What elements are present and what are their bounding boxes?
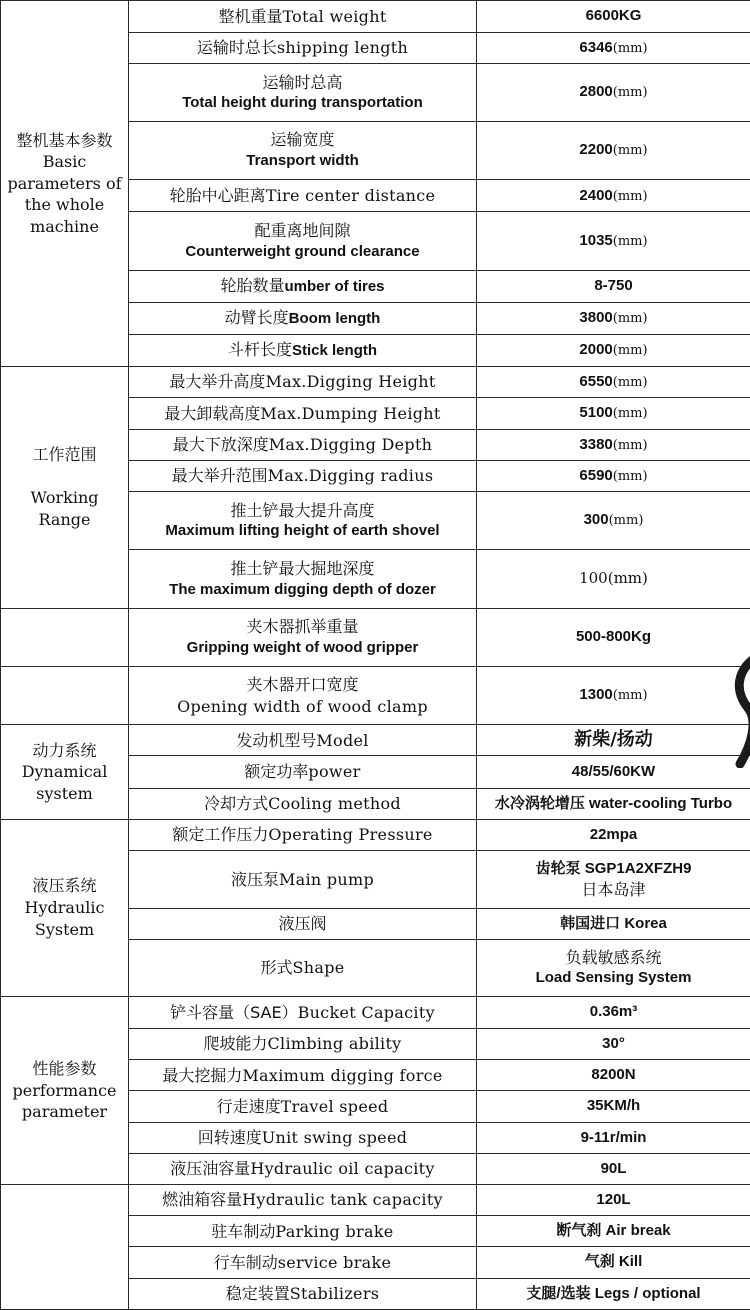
table-row: [1, 1185, 750, 1216]
row-value: [477, 819, 750, 850]
label-cn: 最大挖掘力: [162, 1065, 243, 1085]
value: 48/55/60KW: [571, 762, 656, 780]
row-value: [477, 1091, 750, 1122]
row-label: [129, 756, 477, 788]
row-label: [129, 1, 477, 33]
section-performance-text: 性能参数 performance parameter: [12, 1059, 117, 1122]
row-label: [129, 939, 477, 996]
row-value: [477, 996, 750, 1028]
section-power-text: 动力系统 Dynamical system: [21, 740, 108, 803]
table-row: [1, 666, 750, 724]
table-row: [1, 819, 750, 850]
value: 22mpa: [589, 825, 638, 843]
label-cn: 配重离地间隙: [254, 221, 351, 240]
label-en: Model: [316, 730, 369, 750]
row-value: [477, 666, 750, 724]
value: 90L: [600, 1159, 627, 1177]
label-cn: 动臂长度: [224, 308, 289, 328]
label-cn: 行车制动: [213, 1252, 278, 1272]
label-en: service brake: [277, 1252, 392, 1272]
value: 支腿/选装 Legs / optional: [526, 1284, 701, 1302]
label-cn: 最大卸载高度: [164, 403, 261, 423]
unit: (mm): [612, 233, 648, 249]
unit: (mm): [612, 143, 648, 159]
label-en: Boom length: [288, 310, 381, 328]
row-label: [129, 550, 477, 608]
label-en: Maximum lifting height of earth shovel: [165, 522, 440, 540]
row-value: [477, 302, 750, 334]
row-value: [477, 1216, 750, 1247]
table-row: [1, 367, 750, 398]
unit: (mm): [612, 311, 648, 327]
unit: (mm): [612, 41, 648, 57]
row-value: [477, 550, 750, 608]
row-value: [477, 851, 750, 909]
row-value: [477, 212, 750, 270]
value: 3800: [579, 309, 613, 327]
unit: (mm): [612, 375, 648, 391]
label-en: power: [308, 762, 361, 782]
label-cn: 运输宽度: [270, 130, 335, 150]
row-value: [477, 756, 750, 788]
value-line-2: 日本岛津: [581, 880, 646, 900]
row-label: [129, 1029, 477, 1060]
label-cn: 整机重量: [218, 6, 283, 26]
label-cn: 形式: [260, 957, 293, 977]
label-cn: 液压阀: [278, 914, 327, 934]
row-label: [129, 608, 477, 666]
row-label: [129, 33, 477, 64]
row-label: [129, 334, 477, 366]
label-cn: 发动机型号: [236, 730, 317, 750]
row-label: [129, 429, 477, 460]
label-en: Gripping weight of wood gripper: [186, 638, 419, 656]
row-value: [477, 1247, 750, 1278]
row-value: [477, 429, 750, 460]
section-performance-label: [1, 996, 129, 1184]
section-working-text: 工作范围 Working Range: [30, 445, 99, 529]
value: 8-750: [594, 277, 633, 295]
value: 负载敏感系统: [565, 947, 662, 967]
row-label: [129, 788, 477, 819]
row-value: [477, 491, 750, 549]
label-en: Operating Pressure: [268, 825, 433, 845]
section-basic-text: 整机基本参数 Basic parameters of the whole machine: [7, 130, 122, 236]
label-en: Hydraulic tank capacity: [242, 1190, 443, 1210]
value: 气刹 Kill: [584, 1253, 643, 1271]
label-cn: 稳定装置: [225, 1283, 290, 1303]
row-label: [129, 1153, 477, 1184]
value: 水冷涡轮增压 water-cooling Turbo: [494, 794, 733, 812]
value: 2200: [579, 141, 613, 159]
value: 断气刹 Air break: [556, 1222, 671, 1240]
value: 100(mm): [579, 569, 648, 588]
label-en: Total weight: [282, 6, 387, 26]
row-value: [477, 270, 750, 302]
row-value: [477, 608, 750, 666]
table-row: [1, 1, 750, 33]
label-en: Tire center distance: [265, 185, 436, 205]
row-label: [129, 851, 477, 909]
row-value: [477, 1153, 750, 1184]
row-label: [129, 666, 477, 724]
label-cn: 最大举升高度: [169, 372, 266, 392]
unit: (mm): [612, 85, 648, 101]
value: 1300: [579, 686, 613, 704]
label-cn: 运输时总长: [196, 38, 277, 58]
section-hydraulic-text: 液压系统 Hydraulic System: [24, 876, 105, 939]
label-en: Counterweight ground clearance: [185, 242, 420, 260]
row-value: [477, 725, 750, 756]
label-en: Max.Digging Depth: [268, 434, 433, 454]
value: 300: [583, 511, 609, 529]
value: 120L: [596, 1190, 631, 1208]
value: 2800: [579, 83, 613, 101]
value-line-2: Load Sensing System: [535, 969, 692, 987]
label-cn: 最大下放深度: [172, 434, 269, 454]
label-cn: 轮胎中心距离: [169, 185, 266, 205]
unit: (mm): [608, 513, 644, 529]
label-cn: 驻车制动: [211, 1221, 276, 1241]
row-label: [129, 1060, 477, 1091]
label-en: Maximum digging force: [242, 1065, 443, 1085]
section-working-label: [1, 367, 129, 608]
label-en: Max.Dumping Height: [260, 403, 441, 423]
label-cn: 轮胎数量: [220, 276, 285, 296]
empty-category-cell: [1, 666, 129, 724]
row-value: [477, 398, 750, 429]
row-value: [477, 1, 750, 33]
row-label: [129, 1122, 477, 1153]
label-cn: 推土铲最大提升高度: [230, 500, 375, 520]
label-en: Bucket Capacity: [297, 1002, 435, 1022]
value: 35KM/h: [586, 1097, 641, 1115]
table-row: [1, 725, 750, 756]
empty-category-cell: [1, 608, 129, 666]
label-cn: 回转速度: [197, 1127, 262, 1147]
empty-category-cell: [1, 1185, 129, 1310]
value: 3380: [579, 435, 613, 453]
row-label: [129, 180, 477, 212]
row-label: [129, 1216, 477, 1247]
row-label: [129, 270, 477, 302]
label-cn: 铲斗容量（SAE）: [170, 1002, 298, 1022]
value: 9-11r/min: [580, 1128, 647, 1146]
row-value: [477, 64, 750, 121]
value: 30°: [602, 1035, 625, 1053]
row-value: [477, 909, 750, 939]
label-en: Max.Digging Height: [265, 372, 436, 392]
label-cn: 燃油箱容量: [162, 1190, 243, 1210]
value: 齿轮泵 SGP1A2XFZH9: [535, 859, 692, 877]
label-cn: 斗杆长度: [227, 340, 292, 360]
label-en: Total height during transportation: [182, 94, 423, 112]
label-en: Climbing ability: [267, 1034, 402, 1054]
label-en: Transport width: [246, 152, 359, 170]
label-en: Unit swing speed: [261, 1127, 408, 1147]
row-value: [477, 121, 750, 179]
value: 6550: [579, 373, 613, 391]
label-cn: 液压泵: [230, 869, 279, 889]
label-cn: 推土铲最大掘地深度: [230, 559, 375, 578]
unit: (mm): [612, 437, 648, 453]
unit: (mm): [612, 188, 648, 204]
row-label: [129, 996, 477, 1028]
table-row: [1, 608, 750, 666]
row-label: [129, 1091, 477, 1122]
label-en: shipping length: [276, 38, 409, 58]
label-en: umber of tires: [284, 278, 385, 296]
row-label: [129, 212, 477, 270]
value: 6600KG: [585, 7, 642, 25]
row-label: [129, 491, 477, 549]
label-en: Stabilizers: [289, 1283, 380, 1303]
value: 5100: [579, 404, 613, 422]
row-value: [477, 1185, 750, 1216]
row-label: [129, 460, 477, 491]
row-label: [129, 725, 477, 756]
value: 1035: [579, 231, 613, 249]
row-label: [129, 1278, 477, 1309]
value: 8200N: [591, 1066, 636, 1084]
label-cn: 额定功率: [244, 762, 309, 782]
section-basic-label: [1, 1, 129, 367]
value: 500-800Kg: [575, 628, 652, 646]
value: 6590: [579, 466, 613, 484]
label-en: Stick length: [292, 342, 378, 360]
row-value: [477, 367, 750, 398]
value: 2400: [579, 186, 613, 204]
table-row: [1, 996, 750, 1028]
label-cn: 夹木器开口宽度: [246, 675, 359, 695]
value: 6346: [579, 39, 613, 57]
label-en: Opening width of wood clamp: [177, 696, 428, 716]
value: 新柴/扬动: [574, 729, 653, 751]
row-value: [477, 1278, 750, 1309]
row-label: [129, 367, 477, 398]
label-cn: 运输时总高: [262, 72, 343, 92]
label-cn: 液压油容量: [170, 1159, 251, 1179]
label-en: The maximum digging depth of dozer: [169, 580, 436, 598]
row-value: [477, 1060, 750, 1091]
label-en: Travel speed: [280, 1096, 389, 1116]
row-label: [129, 909, 477, 939]
row-value: [477, 460, 750, 491]
unit: (mm): [612, 468, 648, 484]
unit: (mm): [612, 343, 648, 359]
unit: (mm): [612, 688, 648, 704]
label-en: Max.Digging radius: [267, 466, 434, 486]
row-value: [477, 33, 750, 64]
row-value: [477, 1122, 750, 1153]
value: 韩国进口 Korea: [560, 914, 667, 932]
section-power-label: [1, 725, 129, 820]
label-en: Main pump: [278, 869, 375, 889]
row-label: [129, 64, 477, 121]
label-en: Cooling method: [268, 793, 401, 813]
row-label: [129, 398, 477, 429]
row-label: [129, 1247, 477, 1278]
row-label: [129, 1185, 477, 1216]
label-en: Hydraulic oil capacity: [250, 1159, 435, 1179]
row-label: [129, 121, 477, 179]
label-cn: 行走速度: [216, 1096, 281, 1116]
label-cn: 冷却方式: [204, 793, 269, 813]
row-label: [129, 302, 477, 334]
label-cn: 额定工作压力: [172, 825, 269, 845]
label-en: Parking brake: [275, 1221, 394, 1241]
row-label: [129, 819, 477, 850]
value: 0.36m³: [589, 1003, 638, 1021]
section-hydraulic-label: [1, 819, 129, 996]
unit: (mm): [612, 406, 648, 422]
label-cn: 爬坡能力: [203, 1034, 268, 1054]
label-en: Shape: [292, 957, 345, 977]
label-cn: 最大举升范围: [171, 466, 268, 486]
label-cn: 夹木器抓举重量: [246, 617, 359, 637]
value: 2000: [579, 341, 613, 359]
row-value: [477, 788, 750, 819]
row-value: [477, 334, 750, 366]
row-value: [477, 180, 750, 212]
row-value: [477, 1029, 750, 1060]
row-value: [477, 939, 750, 996]
